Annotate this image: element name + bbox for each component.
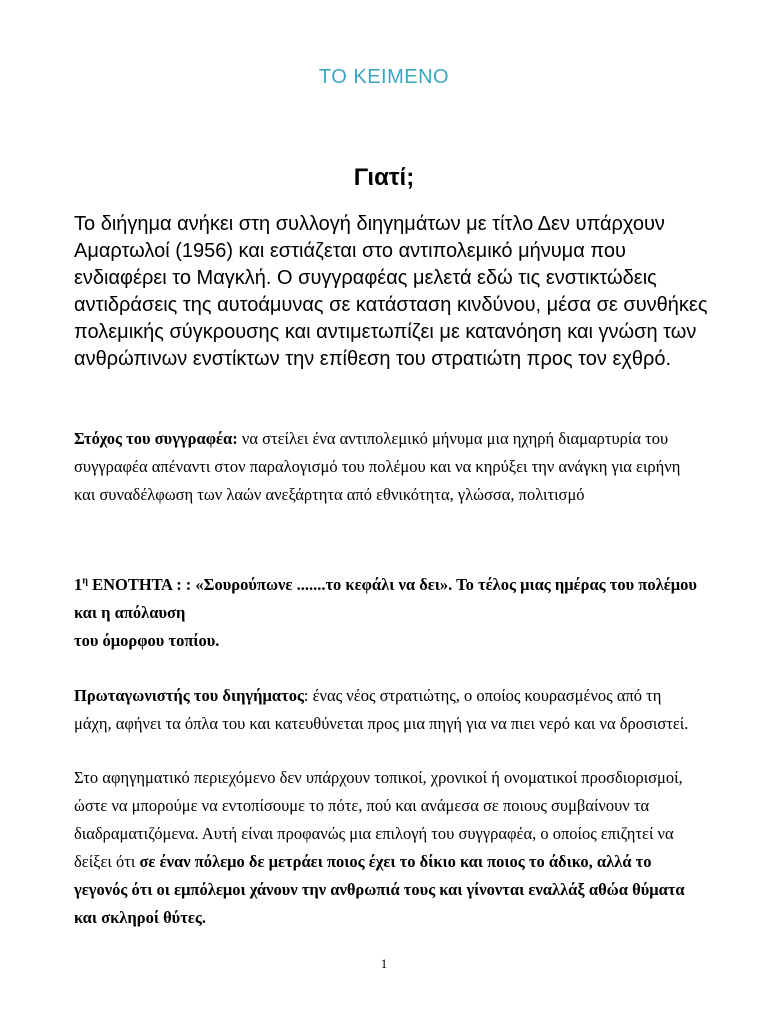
unit-heading-text: ΕΝΟΤΗΤΑ : : «Σουρούπωνε .......το κεφάλι να δει». Το τέλος μιας ημέρας του πολέμου και η απόλαυση xyxy=(74,575,697,622)
setting-emphasis: σε έναν πόλεμο δε μετράει ποιος έχει το δίκιο και ποιος το άδικο, αλλά το γεγονός ότι οι εμπόλεμοι χάνουν την ανθρωπιά τους και γίνονται εναλλάξ αθώα θύματα και σκληροί θύτες. xyxy=(74,852,685,927)
unit-number-superscript: η xyxy=(82,575,88,587)
page-number: 1 xyxy=(380,956,388,971)
setting-text: Στο αφηγηματικό περιεχόμενο δεν υπάρχουν τοπικοί, χρονικοί ή ονοματικοί προσδιορισμοί, ώστε να μπορούμε να εντοπίσουμε το πότε, πού και ανάμεσα σε ποιους συμβαίνουν τα διαδραματιζόμενα. Αυτή είναι προφανώς μια επιλογή του συγγραφέα, ο οποίος επιζητεί να δείξει ότι xyxy=(74,768,683,871)
section-heading: Γιατί; xyxy=(353,164,415,191)
author-goal-text: να στείλει ένα αντιπολεμικό μήνυμα μια ηχηρή διαμαρτυρία του συγγραφέα απέναντι στον παραλογισμό του πολέμου και να κηρύξει την ανάγκη για ειρήνη και συναδέλφωση των λαών ανεξάρτητα από εθνικότητα, γλώσσα, πολιτισμό xyxy=(74,429,681,504)
author-goal-paragraph xyxy=(74,425,702,509)
unit-number: 1 xyxy=(74,575,83,594)
unit-heading xyxy=(74,571,702,655)
document-title: ΤΟ ΚΕΙΜΕΝΟ xyxy=(318,66,450,88)
protagonist-label: Πρωταγωνιστής του διηγήματος xyxy=(74,686,304,705)
protagonist-paragraph xyxy=(74,682,702,738)
setting-paragraph xyxy=(74,764,702,932)
protagonist-text: : ένας νέος στρατιώτης, ο οποίος κουρασμένος από τη μάχη, αφήνει τα όπλα του και κατευθύνεται προς μια πηγή για να πιει νερό και να δροσιστεί. xyxy=(74,686,689,733)
author-goal-label: Στόχος του συγγραφέα: xyxy=(74,429,238,448)
intro-paragraph: Το διήγημα ανήκει στη συλλογή διηγημάτων με τίτλο Δεν υπάρχουν Αμαρτωλοί (1956) και εστιάζεται στο αντιπολεμικό μήνυμα που ενδιαφέρει το Μαγκλή. Ο συγγραφέας μελετά εδώ τις ενστικτώδεις αντιδράσεις της αυτοάμυνας σε κατάσταση κινδύνου, μέσα σε συνθήκες πολεμικής σύγκρουσης και αντιμετωπίζει με κατανόηση και γνώση των ανθρώπινων ενστίκτων την επίθεση του στρατιώτη προς τον εχθρό. xyxy=(74,213,708,370)
unit-heading-text-line2: του όμορφου τοπίου. xyxy=(74,631,220,650)
